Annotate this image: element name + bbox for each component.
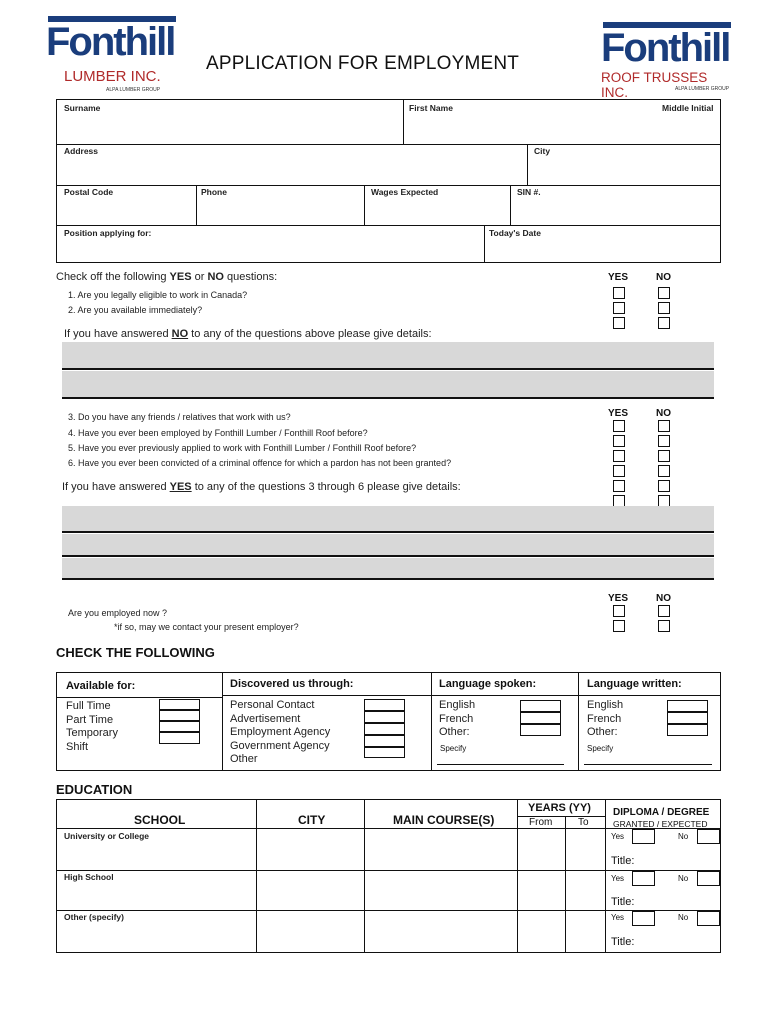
q-no-checkbox[interactable] (658, 287, 670, 299)
diploma-no-label: No (678, 913, 689, 922)
written-option: French (587, 712, 622, 725)
spoken-checkbox[interactable] (520, 712, 561, 724)
spoken-list (439, 699, 475, 740)
discovered-option: Personal Contact (230, 699, 315, 711)
q-no-checkbox[interactable] (658, 480, 670, 492)
sin-field[interactable]: SIN #. (517, 187, 541, 197)
school-header: SCHOOL (134, 813, 186, 827)
logo-word: Fonthill (46, 20, 175, 64)
discovered-title: Discovered us through: (230, 678, 354, 690)
diploma-no-label: No (678, 832, 689, 841)
yes-header: YES (608, 593, 629, 604)
written-checkbox[interactable] (667, 700, 708, 712)
diploma-header: DIPLOMA / DEGREE (613, 807, 710, 818)
postal-code-field[interactable]: Postal Code (64, 187, 114, 197)
check-heading: CHECK THE FOLLOWING (56, 645, 215, 660)
page-title: APPLICATION FOR EMPLOYMENT (206, 53, 520, 74)
available-title: Available for: (66, 680, 136, 692)
details-field-5[interactable] (62, 558, 714, 578)
no-header: NO (656, 408, 671, 419)
employed-no-checkbox[interactable] (658, 605, 670, 617)
q-yes-checkbox[interactable] (613, 420, 625, 432)
written-checkbox[interactable] (667, 724, 708, 736)
spoken-title: Language spoken: (439, 678, 537, 690)
diploma-title-label: Title: (611, 936, 635, 948)
discovered-checkbox[interactable] (364, 735, 405, 747)
education-row-label: High School (64, 872, 114, 882)
details-prompt-2: If you have answered YES to any of the questions 3 through 6 please give details: (62, 481, 461, 493)
course-header: MAIN COURSE(S) (393, 813, 495, 827)
spoken-specify-line[interactable] (437, 764, 564, 765)
personal-info-grid (56, 99, 721, 263)
middle-initial-field[interactable]: Middle Initial (662, 103, 714, 113)
q-yes-checkbox[interactable] (613, 465, 625, 477)
details-field-2[interactable] (62, 371, 714, 397)
discovered-option: Other (230, 753, 258, 765)
available-checkbox[interactable] (159, 699, 200, 710)
written-option: English (587, 699, 624, 711)
discovered-option: Advertisement (230, 712, 301, 725)
diploma-yes-label: Yes (611, 913, 625, 922)
discovered-list (230, 699, 330, 767)
diploma-no-checkbox[interactable] (697, 829, 720, 844)
diploma-yes-label: Yes (611, 832, 625, 841)
diploma-no-checkbox[interactable] (697, 871, 720, 886)
to-header: To (578, 817, 589, 828)
diploma-title-label: Title: (611, 855, 635, 867)
questions-intro: Check off the following YES or NO questions: (56, 271, 278, 283)
diploma-title-label: Title: (611, 896, 635, 908)
no-header: NO (656, 593, 671, 604)
diploma-yes-checkbox[interactable] (632, 911, 655, 926)
question-6: 6. Have you ever been convicted of a criminal offence for which a pardon has not been granted? (68, 458, 452, 468)
discovered-option: Government Agency (230, 739, 330, 752)
surname-field[interactable]: Surname (64, 103, 101, 113)
written-specify-line[interactable] (584, 764, 712, 765)
discovered-option: Employment Agency (230, 726, 331, 738)
q-yes-checkbox[interactable] (613, 480, 625, 492)
diploma-yes-checkbox[interactable] (632, 829, 655, 844)
q-no-checkbox[interactable] (658, 317, 670, 329)
written-list (587, 699, 623, 740)
first-name-field[interactable]: First Name (409, 103, 453, 113)
logo-group: ALPA LUMBER GROUP (675, 86, 730, 92)
years-header: YEARS (YY) (528, 802, 591, 814)
available-option: Part Time (66, 713, 114, 726)
details-field-3[interactable] (62, 506, 714, 531)
q-yes-checkbox[interactable] (613, 450, 625, 462)
contact-no-checkbox[interactable] (658, 620, 670, 632)
q-yes-checkbox[interactable] (613, 302, 625, 314)
discovered-checkbox[interactable] (364, 723, 405, 735)
city-field[interactable]: City (534, 146, 551, 156)
available-checkbox[interactable] (159, 721, 200, 732)
diploma-yes-checkbox[interactable] (632, 871, 655, 886)
yes-header: YES (608, 272, 629, 283)
written-specify-label: Specify (587, 744, 614, 753)
spoken-checkbox[interactable] (520, 724, 561, 736)
discovered-checkbox[interactable] (364, 711, 405, 723)
question-4: 4. Have you ever been employed by Fonthill Lumber / Fonthill Roof before? (68, 428, 368, 438)
q-no-checkbox[interactable] (658, 465, 670, 477)
q-yes-checkbox[interactable] (613, 435, 625, 447)
logo-left (46, 16, 181, 96)
q-yes-checkbox[interactable] (613, 287, 625, 299)
diploma-yes-label: Yes (611, 874, 625, 883)
no-header: NO (656, 272, 671, 283)
contact-question: *if so, may we contact your present employer? (114, 622, 299, 632)
available-checkbox[interactable] (159, 710, 200, 721)
discovered-checkbox[interactable] (364, 699, 405, 711)
spoken-option: English (439, 699, 476, 711)
position-field[interactable]: Position applying for: (64, 228, 152, 238)
available-option: Temporary (66, 727, 118, 739)
logo-group: ALPA LUMBER GROUP (106, 87, 161, 93)
available-list (66, 700, 118, 754)
q-no-checkbox[interactable] (658, 302, 670, 314)
contact-yes-checkbox[interactable] (613, 620, 625, 632)
yes-header: YES (608, 408, 629, 419)
from-header: From (529, 817, 553, 828)
date-field[interactable]: Today's Date (489, 228, 541, 238)
logo-sub: LUMBER INC. (64, 68, 161, 85)
spoken-option: French (439, 712, 474, 725)
written-option: Other: (587, 726, 618, 738)
discovered-checkbox[interactable] (364, 747, 405, 758)
written-checkbox[interactable] (667, 712, 708, 724)
address-field[interactable]: Address (64, 146, 99, 156)
diploma-no-label: No (678, 874, 689, 883)
details-prompt-1: If you have answered NO to any of the questions above please give details: (64, 328, 432, 340)
details-field-1[interactable] (62, 342, 714, 368)
spoken-checkbox[interactable] (520, 700, 561, 712)
city-header: CITY (298, 813, 326, 827)
logo-right (601, 22, 736, 102)
employed-yes-checkbox[interactable] (613, 605, 625, 617)
diploma-no-checkbox[interactable] (697, 911, 720, 926)
q-no-checkbox[interactable] (658, 435, 670, 447)
education-heading: EDUCATION (56, 782, 133, 797)
logo-sub: ROOF TRUSSES INC. (601, 70, 708, 100)
spoken-option: Other: (439, 726, 470, 738)
education-row-label: University or College (64, 831, 150, 841)
written-title: Language written: (587, 678, 682, 690)
question-2: 2. Are you available immediately? (68, 305, 203, 315)
spoken-specify-label: Specify (440, 744, 467, 753)
available-option: Shift (66, 740, 89, 753)
education-row-label: Other (specify) (64, 912, 124, 922)
q-yes-checkbox[interactable] (613, 317, 625, 329)
employed-question: Are you employed now ? (68, 608, 168, 618)
granted-header: GRANTED / EXPECTED (613, 819, 708, 829)
available-checkbox[interactable] (159, 732, 200, 744)
logo-word: Fonthill (601, 26, 730, 70)
phone-field[interactable]: Phone (201, 187, 227, 197)
q-no-checkbox[interactable] (658, 450, 670, 462)
available-option: Full Time (66, 700, 111, 712)
question-5: 5. Have you ever previously applied to work with Fonthill Lumber / Fonthill Roof before? (68, 443, 417, 453)
q-no-checkbox[interactable] (658, 420, 670, 432)
question-3: 3. Do you have any friends / relatives that work with us? (68, 412, 291, 422)
details-field-4[interactable] (62, 534, 714, 555)
wages-field[interactable]: Wages Expected (371, 187, 439, 197)
question-1: 1. Are you legally eligible to work in Canada? (68, 290, 248, 300)
